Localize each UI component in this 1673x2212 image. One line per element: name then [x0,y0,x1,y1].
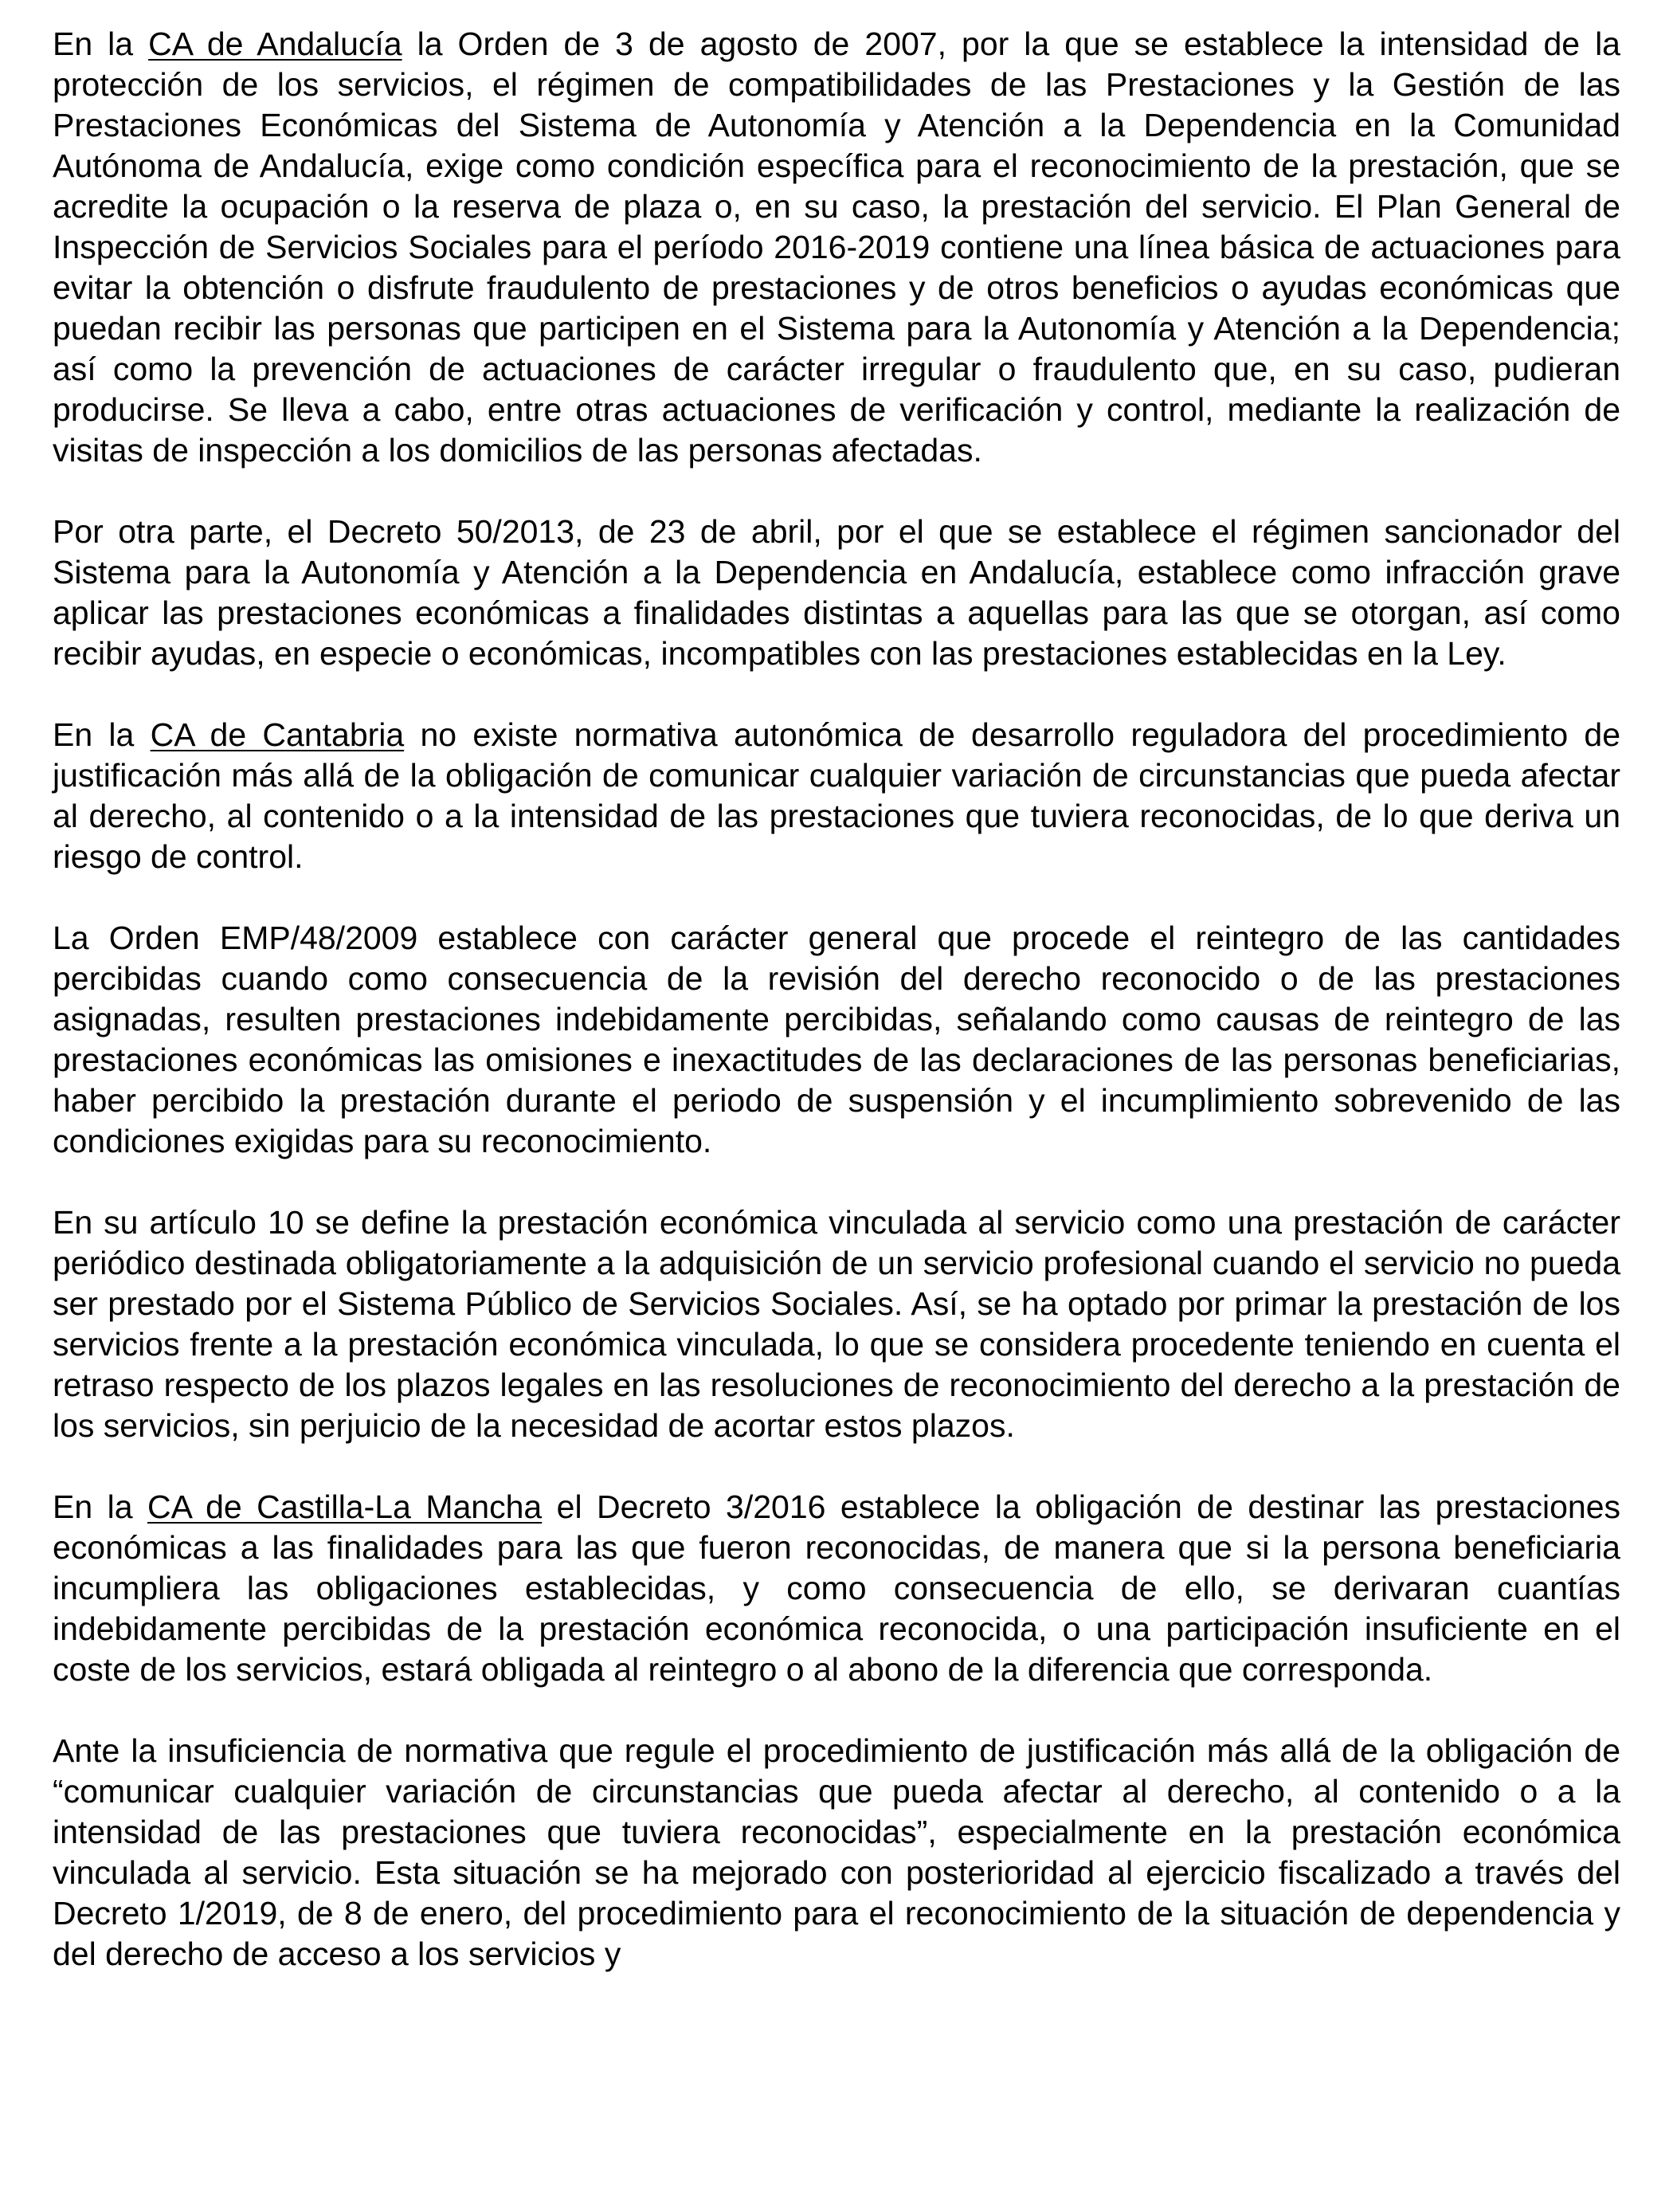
region-link-andalucia: CA de Andalucía [148,25,402,62]
paragraph-castilla-la-mancha [53,1487,1620,1690]
paragraph-lead: En la [53,716,151,753]
paragraph-text: En su artículo 10 se define la prestación económica vinculada al servicio como una prestación de carácter periódico destinada obligatoriamente a la adquisición de un servicio profesional cuando el servicio no pueda ser prestado por el Sistema Público de Servicios Sociales. Así, se ha optado por primar la prestación de los servicios frente a la prestación económica vinculada, lo que se considera procedente teniendo en cuenta el retraso respecto de los plazos legales en las resoluciones de reconocimiento del derecho a la prestación de los servicios, sin perjuicio de la necesidad de acortar estos plazos. [53,1204,1620,1444]
paragraph-text: no existe normativa autonómica de desarrollo reguladora del procedimiento de justificación más allá de la obligación de comunicar cualquier variación de circunstancias que pueda afectar al derecho, al contenido o a la intensidad de las prestaciones que tuviera reconocidas, de lo que deriva un riesgo de control. [53,716,1621,875]
paragraph-text: Por otra parte, el Decreto 50/2013, de 23 de abril, por el que se establece el régimen sancionador del Sistema para la Autonomía y Atención a la Dependencia en Andalucía, establece como infracción grave aplicar las prestaciones económicas a finalidades distintas a aquellas para las que se otorgan, así como recibir ayudas, en especie o económicas, incompatibles con las prestaciones establecidas en la Ley. [53,513,1620,672]
paragraph-insuficiencia-normativa [53,1731,1620,1975]
paragraph-cantabria [53,715,1620,877]
paragraph-articulo-10 [53,1202,1620,1446]
paragraph-orden-emp-48-2009 [53,918,1620,1162]
paragraph-text: la Orden de 3 de agosto de 2007, por la que se establece la intensidad de la protección de los servicios, el régimen de compatibilidades de las Prestaciones y la Gestión de las Prestaciones Económicas del Sistema de Autonomía y Atención a la Dependencia en la Comunidad Autónoma de Andalucía, exige como condición específica para el reconocimiento de la prestación, que se acredite la ocupación o la reserva de plaza o, en su caso, la prestación del servicio. El Plan General de Inspección de Servicios Sociales para el período 2016-2019 contiene una línea básica de actuaciones para evitar la obtención o disfrute fraudulento de prestaciones y de otros beneficios o ayudas económicas que puedan recibir las personas que participen en el Sistema para la Autonomía y Atención a la Dependencia; así como la prevención de actuaciones de carácter irregular o fraudulento que, en su caso, pudieran producirse. Se lleva a cabo, entre otras actuaciones de verificación y control, mediante la realización de visitas de inspección a los domicilios de las personas afectadas. [53,25,1620,469]
paragraph-lead: En la [53,25,149,62]
region-link-cantabria: CA de Cantabria [150,716,405,753]
paragraph-andalucia [53,24,1620,471]
paragraph-text: Ante la insuficiencia de normativa que regule el procedimiento de justificación más allá de la obligación de “comunicar cualquier variación de circunstancias que pueda afectar al derecho, al contenido o a la intensidad de las prestaciones que tuviera reconocidas”, especialmente en la prestación económica vinculada al servicio. Esta situación se ha mejorado con posterioridad al ejercicio fiscalizado a través del Decreto 1/2019, de 8 de enero, del procedimiento para el reconocimiento de la situación de dependencia y del derecho de acceso a los servicios y [53,1732,1620,1972]
paragraph-text: el Decreto 3/2016 establece la obligación de destinar las prestaciones económicas a las finalidades para las que fueron reconocidas, de manera que si la persona beneficiaria incumpliera las obligaciones establecidas, y como consecuencia de ello, se derivaran cuantías indebidamente percibidas de la prestación económica reconocida, o una participación insuficiente en el coste de los servicios, estará obligada al reintegro o al abono de la diferencia que corresponda. [53,1488,1620,1688]
region-link-castilla-la-mancha: CA de Castilla-La Mancha [147,1488,543,1525]
paragraph-lead: En la [53,1488,147,1525]
document-page [53,24,1620,1975]
paragraph-text: La Orden EMP/48/2009 establece con carácter general que procede el reintegro de las cantidades percibidas cuando como consecuencia de la revisión del derecho reconocido o de las prestaciones asignadas, resulten prestaciones indebidamente percibidas, señalando como causas de reintegro de las prestaciones económicas las omisiones e inexactitudes de las declaraciones de las personas beneficiarias, haber percibido la prestación durante el periodo de suspensión y el incumplimiento sobrevenido de las condiciones exigidas para su reconocimiento. [53,920,1620,1159]
paragraph-decreto-50-2013 [53,512,1620,674]
